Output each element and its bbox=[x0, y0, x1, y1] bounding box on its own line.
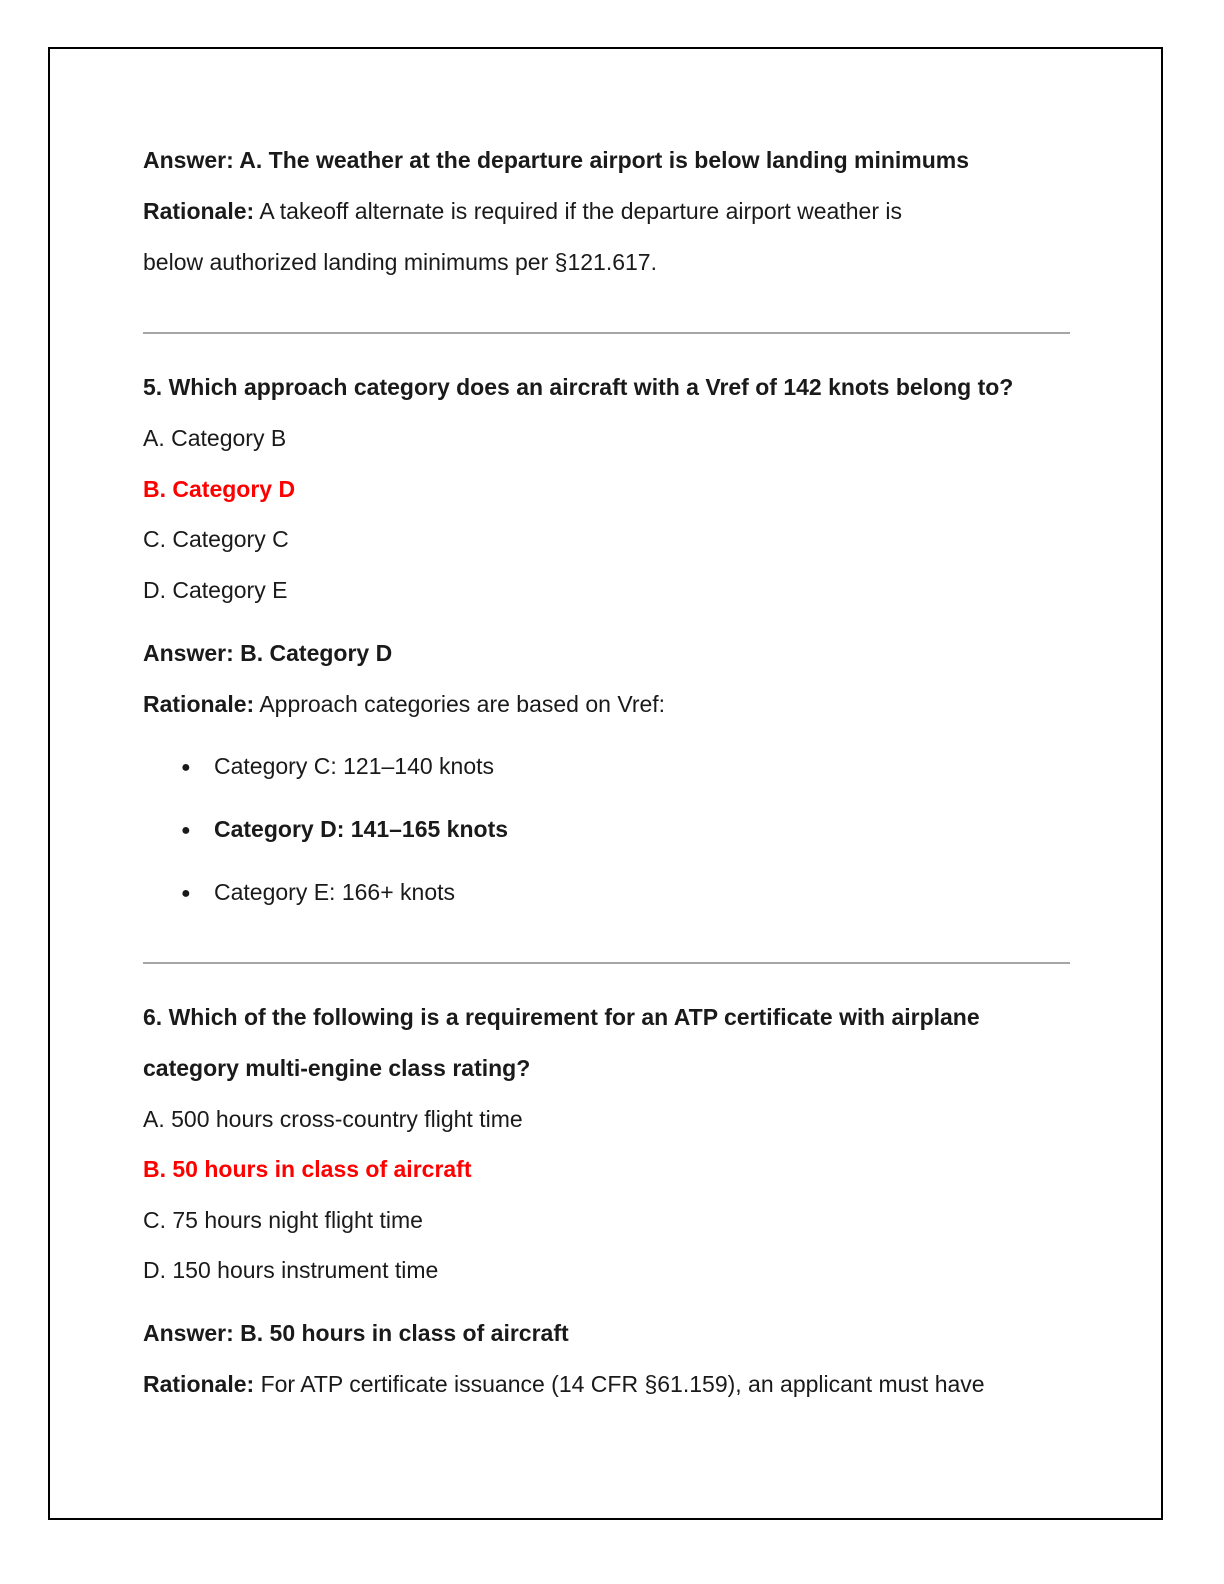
q6-answer-label: Answer: bbox=[143, 1320, 234, 1346]
prev-rationale-text-1: A takeoff alternate is required if the departure airport weather is bbox=[259, 198, 902, 224]
q5-answer-text: B. Category D bbox=[240, 640, 393, 666]
q6-rationale-line bbox=[143, 1370, 985, 1398]
q5-bullet-item bbox=[181, 878, 455, 908]
question-5: 5. Which approach category does an aircraft with a Vref of 142 knots belong to? bbox=[143, 374, 1014, 400]
section-divider bbox=[143, 962, 1070, 964]
q5-rationale-label: Rationale: bbox=[143, 691, 255, 717]
q6-option-a: A. 500 hours cross-country flight time bbox=[143, 1106, 523, 1132]
bullet-icon: ● bbox=[181, 885, 191, 902]
bullet-icon: ● bbox=[181, 822, 191, 839]
prev-rationale-text-2: below authorized landing minimums per §121.617. bbox=[143, 249, 657, 275]
section-divider bbox=[143, 332, 1070, 334]
q5-option-c: C. Category C bbox=[143, 526, 289, 552]
question-6-line-1: 6. Which of the following is a requirement for an ATP certificate with airplane bbox=[143, 1004, 980, 1030]
q5-rationale-line bbox=[143, 690, 665, 718]
q6-option-d: D. 150 hours instrument time bbox=[143, 1257, 439, 1283]
q5-bullet-item bbox=[181, 815, 508, 845]
q5-bullet-item bbox=[181, 752, 494, 782]
prev-answer-label: Answer: bbox=[143, 147, 234, 173]
q6-rationale-text: For ATP certificate issuance (14 CFR §61.159), an applicant must have bbox=[260, 1371, 985, 1397]
question-6-line-2: category multi-engine class rating? bbox=[143, 1055, 531, 1081]
bullet-icon: ● bbox=[181, 759, 191, 776]
q5-answer-line bbox=[143, 639, 392, 667]
q5-bullet-text: Category E: 166+ knots bbox=[214, 879, 456, 905]
q5-option-b-correct: B. Category D bbox=[143, 476, 296, 502]
q6-option-c: C. 75 hours night flight time bbox=[143, 1207, 423, 1233]
q5-answer-label: Answer: bbox=[143, 640, 234, 666]
q6-answer-text: B. 50 hours in class of aircraft bbox=[240, 1320, 569, 1346]
q5-option-d: D. Category E bbox=[143, 577, 288, 603]
prev-rationale-label: Rationale: bbox=[143, 198, 255, 224]
q5-bullet-text: Category C: 121–140 knots bbox=[214, 753, 495, 779]
prev-answer-text: A. The weather at the departure airport is below landing minimums bbox=[239, 147, 970, 173]
q5-rationale-text: Approach categories are based on Vref: bbox=[259, 691, 666, 717]
q6-rationale-label: Rationale: bbox=[143, 1371, 255, 1397]
q5-bullet-text: Category D: 141–165 knots bbox=[214, 816, 509, 842]
prev-rationale-line bbox=[143, 197, 902, 225]
q6-answer-line bbox=[143, 1319, 569, 1347]
q6-option-b-correct: B. 50 hours in class of aircraft bbox=[143, 1156, 472, 1182]
q5-option-a: A. Category B bbox=[143, 425, 287, 451]
prev-answer-line bbox=[143, 146, 969, 174]
